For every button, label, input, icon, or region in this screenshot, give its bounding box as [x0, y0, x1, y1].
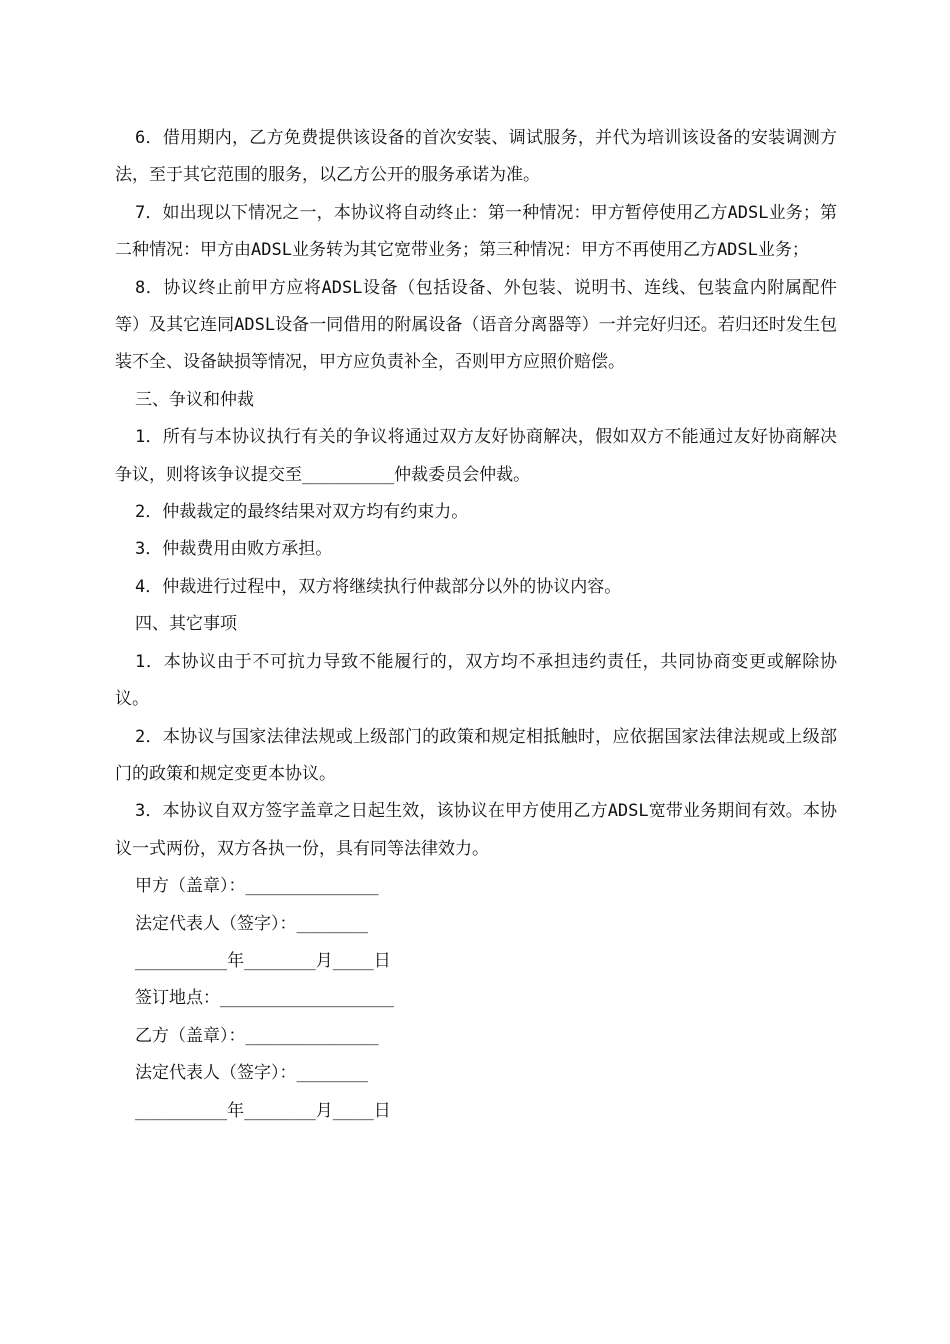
- other-2: 2．本协议与国家法律法规或上级部门的政策和规定相抵触时，应依据国家法律法规或上级部门的政策和规定变更本协议。: [115, 726, 837, 784]
- clause-8: 8．协议终止前甲方应将ADSL设备（包括设备、外包装、说明书、连线、包装盒内附属配件等）及其它连同ADSL设备一同借用的附属设备（语音分离器等）一并完好归还。若归还时发生包装不全、设备缺损等情况，甲方应负责补全，否则甲方应照价赔偿。: [115, 277, 837, 373]
- dispute-4: 4．仲裁进行过程中，双方将继续执行仲裁部分以外的协议内容。: [135, 576, 622, 597]
- party-a-seal-line: 甲方（盖章）：_____________: [135, 876, 379, 897]
- document-body: [115, 120, 837, 1130]
- party-b-rep-line: 法定代表人（签字）：_______: [135, 1063, 369, 1084]
- party-b-date-line: _________年_______月____日: [135, 1100, 391, 1121]
- clause-7: 7．如出现以下情况之一，本协议将自动终止：第一种情况：甲方暂停使用乙方ADSL业务；第二种情况：甲方由ADSL业务转为其它宽带业务；第三种情况：甲方不再使用乙方ADSL业务；: [115, 202, 837, 261]
- section-4-heading: 四、其它事项: [135, 614, 237, 635]
- sign-place-line: 签订地点：_________________: [135, 988, 394, 1009]
- party-a-date-line: _________年_______月____日: [135, 950, 391, 971]
- other-1: 1．本协议由于不可抗力导致不能履行的，双方均不承担违约责任，共同协商变更或解除协议。: [115, 651, 837, 710]
- dispute-1: 1．所有与本协议执行有关的争议将通过双方友好协商解决，假如双方不能通过友好协商解决争议，则将该争议提交至_________仲裁委员会仲裁。: [115, 427, 837, 485]
- section-3-heading: 三、争议和仲裁: [135, 389, 254, 410]
- party-b-seal-line: 乙方（盖章）：_____________: [135, 1025, 379, 1046]
- dispute-3: 3．仲裁费用由败方承担。: [135, 539, 333, 560]
- other-3: 3．本协议自双方签字盖章之日起生效，该协议在甲方使用乙方ADSL宽带业务期间有效。本协议一式两份，双方各执一份，具有同等法律效力。: [115, 801, 837, 859]
- dispute-2: 2．仲裁裁定的最终结果对双方均有约束力。: [135, 502, 469, 523]
- signature-block: [115, 868, 837, 1130]
- party-a-rep-line: 法定代表人（签字）：_______: [135, 913, 369, 934]
- clause-6: 6．借用期内，乙方免费提供该设备的首次安装、调试服务，并代为培训该设备的安装调测方法，至于其它范围的服务，以乙方公开的服务承诺为准。: [115, 128, 837, 186]
